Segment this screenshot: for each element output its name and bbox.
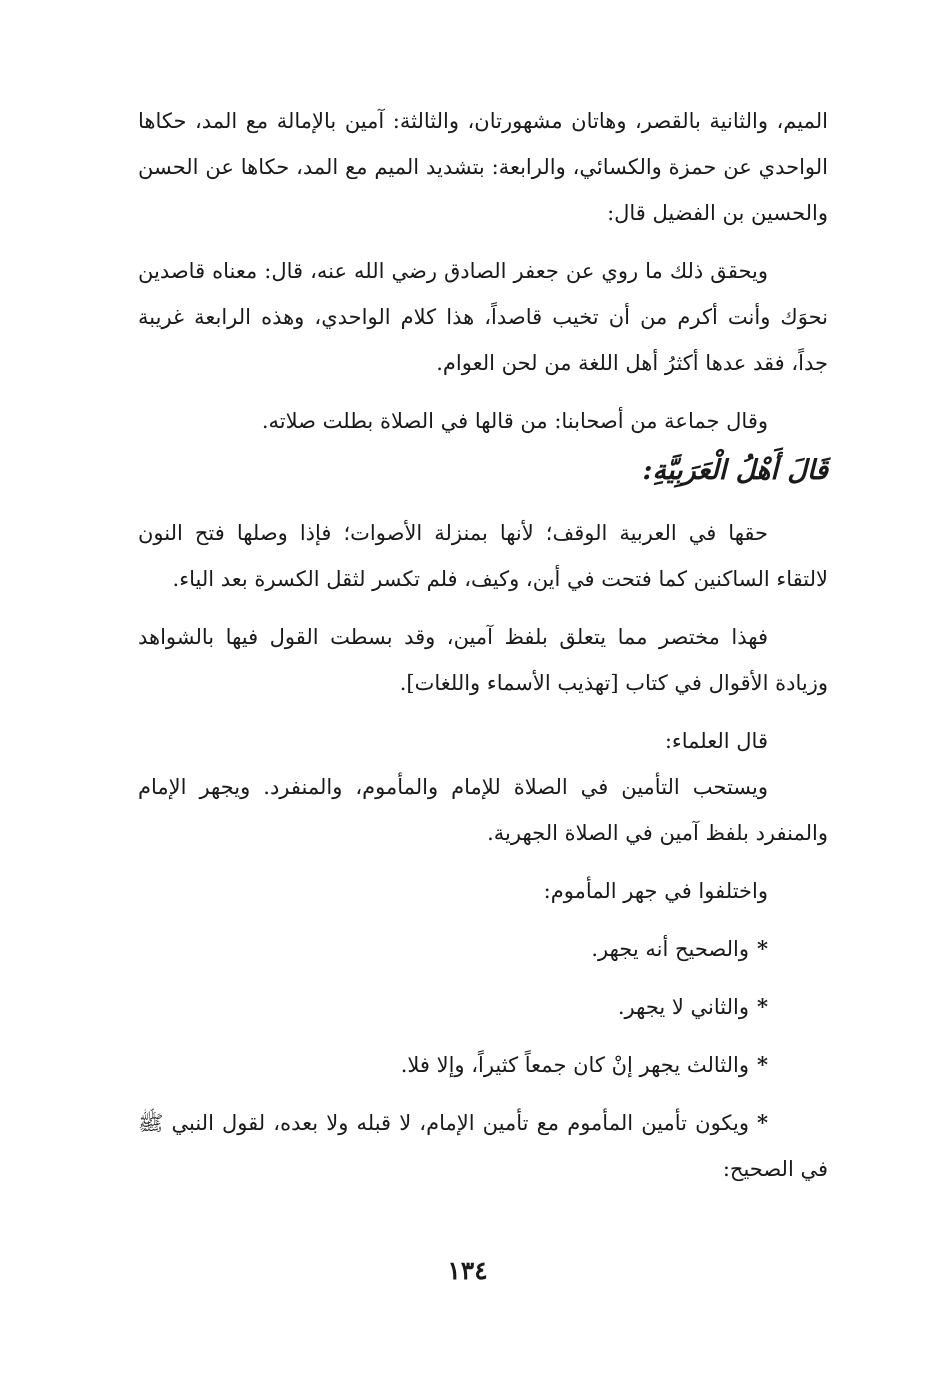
bullet-text: والصحيح أنه يجهر. (591, 937, 750, 961)
bullet-item (138, 984, 828, 1030)
paragraph-6: قال العلماء: (664, 729, 768, 753)
bullet-star-icon: * (757, 1110, 768, 1135)
paragraph-1: الميم، والثانية بالقصر، وهاتان مشهورتان، والثالثة: آمين بالإمالة مع المد، حكاها الواحدي عن حمزة والكسائي، والرابعة: بتشديد الميم مع المد، حكاها عن الحسن والحسين بن الفضيل قال: (138, 109, 828, 225)
page-number: ١٣٤ (447, 1256, 488, 1285)
paragraph-3: وقال جماعة من أصحابنا: من قالها في الصلاة بطلت صلاته. (261, 409, 768, 433)
bullet-star-icon: * (757, 1052, 768, 1077)
bullet-text: والثالث يجهر إنْ كان جمعاً كثيراً، وإلا فلا. (400, 1053, 750, 1077)
bullet-text: ويكون تأمين المأموم مع تأمين الإمام، لا قبله ولا بعده، لقول النبي ﷺ في الصحيح: (138, 1111, 828, 1181)
paragraph-2: ويحقق ذلك ما روي عن جعفر الصادق رضي الله عنه، قال: معناه قاصدين نحوَك وأنت أكرم من أن تخيب قاصداً، هذا كلام الواحدي، وهذه الرابعة غريبة جداً، فقد عدها أكثرُ أهل اللغة من لحن العوام. (138, 259, 828, 375)
paragraph-4: حقها في العربية الوقف؛ لأنها بمنزلة الأصوات؛ فإذا وصلها فتح النون لالتقاء الساكنين كما فتحت في أين، وكيف، فلم تكسر لثقل الكسرة بعد الياء. (138, 521, 828, 591)
bullet-item-final (138, 1100, 828, 1192)
bullet-star-icon: * (757, 994, 768, 1019)
bullet-text: والثاني لا يجهر. (617, 995, 750, 1019)
paragraph-5: فهذا مختصر مما يتعلق بلفظ آمين، وقد بسطت القول فيها بالشواهد وزيادة الأقوال في كتاب [تهذيب الأسماء واللغات]. (138, 625, 828, 695)
bullet-item (138, 926, 828, 972)
paragraph-8: واختلفوا في جهر المأموم: (543, 879, 768, 903)
section-heading: قَالَ أَهْلُ الْعَرَبِيَّةِ: (642, 455, 828, 486)
bullet-star-icon: * (757, 936, 768, 961)
paragraph-7: ويستحب التأمين في الصلاة للإمام والمأموم، والمنفرد. ويجهر الإمام والمنفرد بلفظ آمين في الصلاة الجهرية. (138, 775, 828, 845)
bullet-item (138, 1042, 828, 1088)
page-body (138, 98, 828, 1204)
